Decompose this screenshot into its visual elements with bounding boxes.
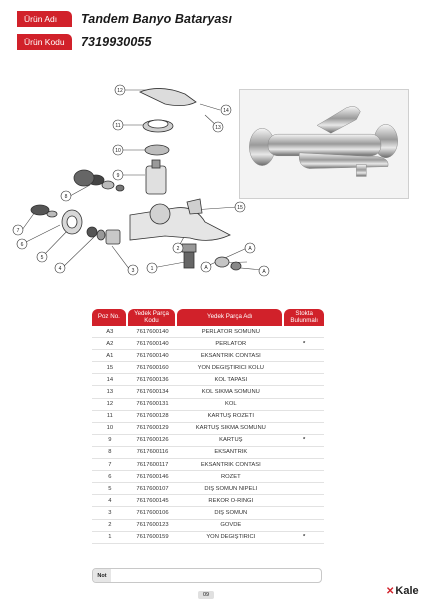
table-row bbox=[92, 532, 324, 544]
cell-pos: 7 bbox=[108, 461, 112, 468]
cell-code: 7617600146 bbox=[136, 473, 169, 480]
table-row bbox=[92, 386, 324, 398]
cell-stock: * bbox=[303, 437, 306, 444]
cell-stock: * bbox=[303, 340, 306, 347]
cell-pos: A2 bbox=[106, 340, 114, 347]
svg-text:12: 12 bbox=[117, 88, 123, 94]
callout-4 bbox=[55, 263, 65, 273]
svg-text:15: 15 bbox=[237, 205, 243, 211]
table-row bbox=[92, 374, 324, 386]
page-number: 09 bbox=[198, 591, 214, 599]
callout-7 bbox=[13, 225, 23, 235]
svg-text:14: 14 bbox=[223, 108, 229, 114]
svg-text:6: 6 bbox=[20, 242, 24, 248]
table-row bbox=[92, 350, 324, 362]
table-row bbox=[92, 411, 324, 423]
cell-pos: 5 bbox=[108, 485, 112, 492]
cell-name: KOL TAPASI bbox=[214, 376, 248, 383]
callout-a2 bbox=[201, 262, 211, 272]
cell-code: 7617600134 bbox=[136, 389, 169, 396]
svg-text:A: A bbox=[248, 246, 252, 252]
cell-name: KARTUŞ SIKMA SOMUNU bbox=[195, 425, 266, 432]
cell-pos: 8 bbox=[108, 449, 112, 456]
cell-code: 7617600123 bbox=[136, 522, 169, 529]
cell-pos: 1 bbox=[108, 534, 112, 541]
table-row bbox=[92, 471, 324, 483]
cell-pos: A3 bbox=[106, 328, 114, 335]
cell-name: EKSANTRİK CONTASI bbox=[200, 352, 261, 359]
callout-14 bbox=[221, 105, 231, 115]
brand-name: Kale bbox=[395, 585, 419, 597]
cell-name: DIŞ SOMUN NİPELİ bbox=[204, 485, 258, 492]
callout-3 bbox=[128, 265, 138, 275]
cell-stock: * bbox=[303, 534, 306, 541]
callout-a3 bbox=[245, 243, 255, 253]
svg-text:1: 1 bbox=[150, 266, 154, 272]
table-row bbox=[92, 507, 324, 519]
callout-2 bbox=[173, 243, 183, 253]
svg-text:A: A bbox=[262, 269, 266, 275]
note-box bbox=[92, 568, 322, 583]
cell-name: YÖN DEĞİŞTİRİCİ bbox=[206, 534, 256, 541]
cell-code: 7617600131 bbox=[136, 401, 169, 408]
spare-parts-table bbox=[92, 309, 324, 544]
table-row bbox=[92, 326, 324, 338]
callout-5 bbox=[37, 252, 47, 262]
cell-code: 7617600128 bbox=[136, 413, 169, 420]
brand-logo bbox=[386, 585, 419, 597]
cell-name: DIŞ SOMUN bbox=[214, 509, 248, 516]
cell-code: 7617600126 bbox=[136, 437, 169, 444]
cell-code: 7617600140 bbox=[136, 352, 169, 359]
product-photo bbox=[239, 89, 409, 199]
table-row bbox=[92, 483, 324, 495]
cell-code: 7617600129 bbox=[136, 425, 169, 432]
cell-code: 7617600116 bbox=[136, 449, 169, 456]
cell-pos: 13 bbox=[106, 389, 114, 396]
cell-name: GÖVDE bbox=[220, 522, 242, 529]
cell-name: PERLATÖR SOMUNU bbox=[201, 328, 260, 335]
note-label: Not bbox=[93, 569, 111, 582]
product-name-label: Ürün Adı bbox=[17, 11, 72, 27]
cell-code: 7617600160 bbox=[136, 364, 169, 371]
callout-15 bbox=[235, 202, 245, 212]
callout-12 bbox=[115, 85, 125, 95]
cell-pos: 6 bbox=[108, 473, 112, 480]
svg-text:3: 3 bbox=[131, 268, 135, 274]
table-row bbox=[92, 423, 324, 435]
callout-9 bbox=[113, 170, 123, 180]
cell-name: KOL bbox=[225, 401, 237, 408]
cell-pos: 2 bbox=[108, 522, 112, 529]
cell-name: EKSANTRİK bbox=[214, 449, 248, 456]
cell-pos: 15 bbox=[106, 364, 114, 371]
svg-text:5: 5 bbox=[40, 255, 44, 261]
table-row bbox=[92, 495, 324, 507]
col-header-code: Yedek Parça Kodu bbox=[128, 309, 176, 326]
table-row bbox=[92, 338, 324, 350]
cell-name: KOL SIKMA SOMUNU bbox=[201, 389, 260, 396]
svg-text:2: 2 bbox=[176, 246, 180, 252]
cell-pos: 11 bbox=[106, 413, 113, 420]
col-header-stock: Stokta Bulunmalı bbox=[284, 309, 324, 326]
cell-pos: 3 bbox=[108, 509, 112, 516]
product-name-value: Tandem Banyo Bataryası bbox=[81, 12, 233, 26]
product-code-label: Ürün Kodu bbox=[17, 34, 72, 50]
callout-10 bbox=[113, 145, 123, 155]
cell-name: KARTUŞ ROZETİ bbox=[207, 413, 254, 420]
callout-a1 bbox=[259, 266, 269, 276]
cell-pos: A1 bbox=[106, 352, 114, 359]
cell-pos: 14 bbox=[106, 376, 114, 383]
col-header-name: Yedek Parça Adı bbox=[177, 309, 282, 326]
product-code-row bbox=[17, 34, 152, 50]
table-header bbox=[92, 309, 324, 326]
table-row bbox=[92, 399, 324, 411]
cell-code: 7617600106 bbox=[136, 509, 169, 516]
cell-code: 7617600107 bbox=[136, 485, 169, 492]
cell-code: 7617600136 bbox=[136, 376, 169, 383]
cell-code: 7617600140 bbox=[136, 328, 169, 335]
callout-6 bbox=[17, 239, 27, 249]
cell-code: 7617600140 bbox=[136, 340, 169, 347]
svg-text:13: 13 bbox=[215, 125, 221, 131]
cell-code: 7617600159 bbox=[136, 534, 169, 541]
cell-name: YÖN DEĞİŞTİRİCİ KOLU bbox=[197, 364, 264, 371]
product-name-row bbox=[17, 11, 232, 27]
cell-name: KARTUŞ bbox=[219, 437, 243, 444]
svg-text:7: 7 bbox=[16, 228, 20, 234]
callout-8 bbox=[61, 191, 71, 201]
cell-name: PERLATÖR bbox=[215, 340, 247, 347]
col-header-pos: Poz No. bbox=[92, 309, 126, 326]
table-row bbox=[92, 362, 324, 374]
svg-text:8: 8 bbox=[64, 194, 68, 200]
callout-11 bbox=[113, 120, 123, 130]
cell-pos: 10 bbox=[106, 425, 114, 432]
table-row bbox=[92, 459, 324, 471]
callout-1 bbox=[147, 263, 157, 273]
cell-pos: 9 bbox=[108, 437, 112, 444]
svg-text:11: 11 bbox=[115, 123, 121, 129]
svg-text:9: 9 bbox=[116, 173, 120, 179]
cell-code: 7617600145 bbox=[136, 497, 169, 504]
cell-pos: 12 bbox=[106, 401, 114, 408]
table-row bbox=[92, 447, 324, 459]
svg-text:A: A bbox=[204, 265, 208, 271]
cell-name: EKSANTRİK CONTASI bbox=[200, 461, 261, 468]
product-code-value: 7319930055 bbox=[81, 35, 152, 49]
svg-text:10: 10 bbox=[115, 148, 121, 154]
table-row bbox=[92, 435, 324, 447]
cell-pos: 4 bbox=[108, 497, 112, 504]
table-body bbox=[92, 326, 324, 544]
cell-name: REKOR O-RİNGİ bbox=[208, 497, 254, 504]
cell-code: 7617600117 bbox=[136, 461, 169, 468]
callout-13 bbox=[213, 122, 223, 132]
cell-name: ROZET bbox=[220, 473, 241, 480]
svg-text:4: 4 bbox=[58, 266, 62, 272]
table-row bbox=[92, 520, 324, 532]
brand-mark-icon: ✕ bbox=[386, 585, 395, 597]
